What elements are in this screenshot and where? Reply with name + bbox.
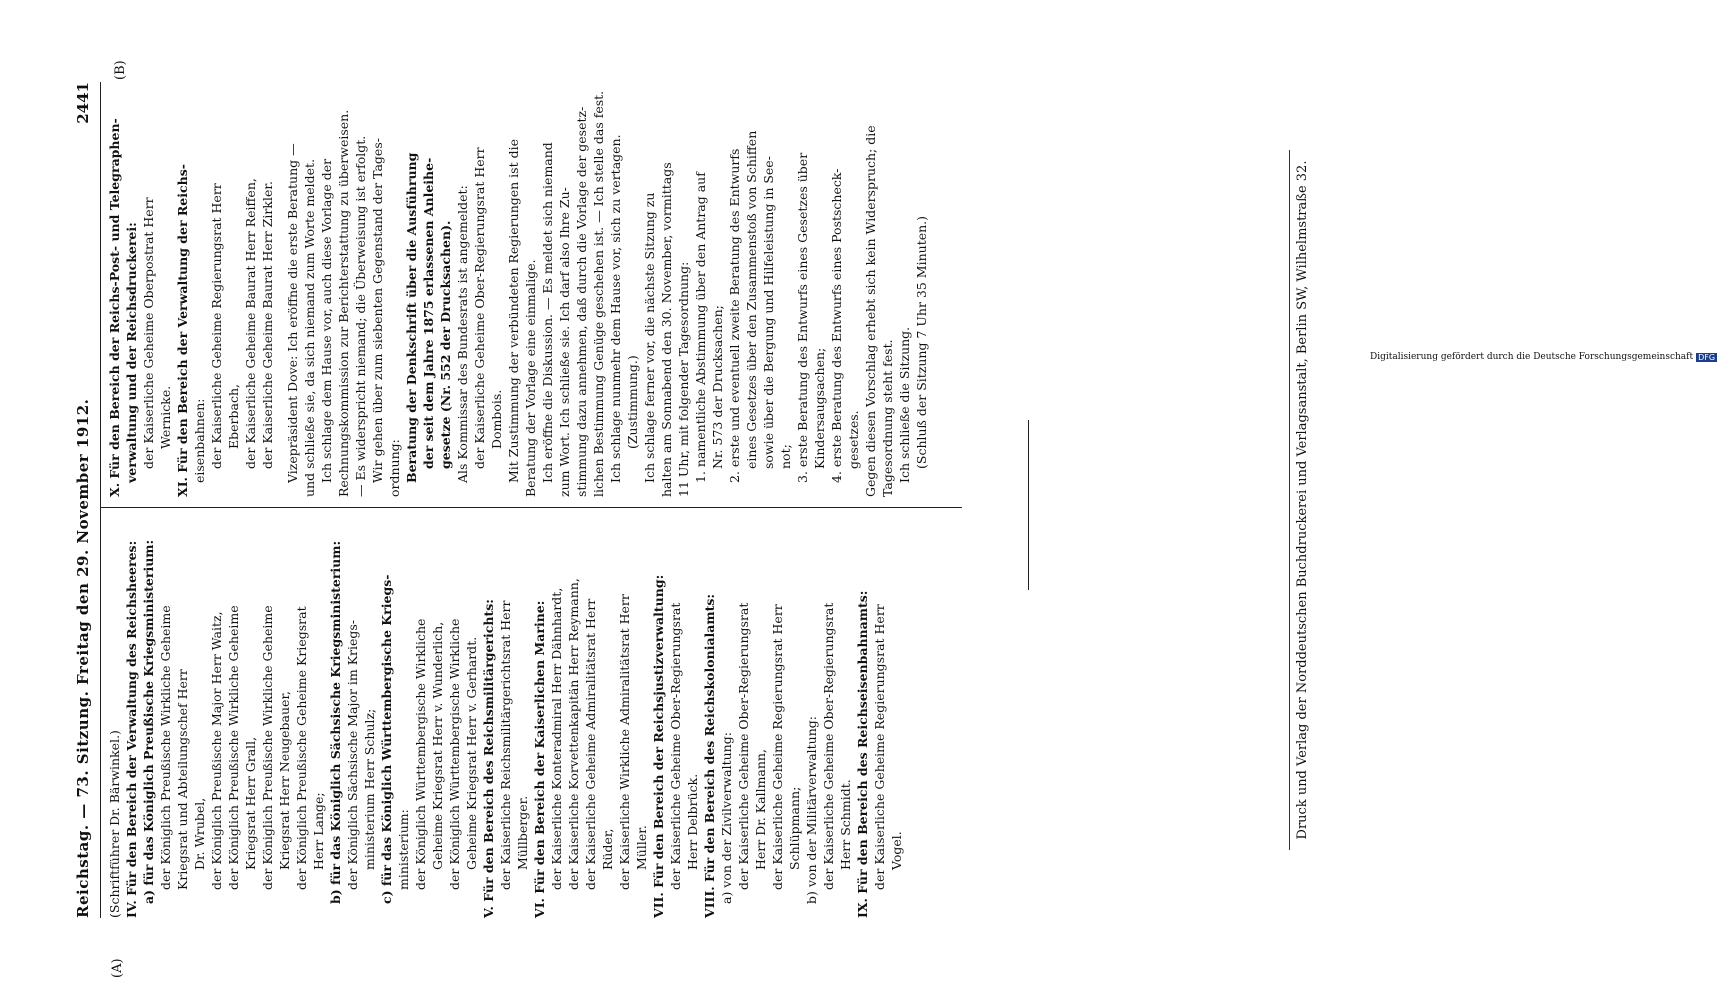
printer-footer: Druck und Verlag der Norddeutschen Buchdruckerei und Verlagsanstalt, Berlin SW, Wilhelmstraße 32.	[1295, 160, 1310, 840]
right-column-line: (Schluß der Sitzung 7 Uhr 35 Minuten.)	[914, 215, 929, 469]
right-column-line: 3. erste Beratung des Entwurfs eines Gesetzes über	[795, 152, 810, 483]
left-column-line: a) für das Königlich Preußische Kriegsministerium:	[141, 539, 156, 904]
right-column-line: Beratung der Vorlage eine einmalige.	[523, 259, 538, 497]
right-column-line: Beratung der Denkschrift über die Ausführung	[404, 152, 419, 483]
right-column-line: Vizepräsident Dove: Ich eröffne die erste Beratung —	[285, 143, 300, 483]
right-column-line: Nr. 573 der Drucksachen;	[710, 305, 725, 469]
left-column-line: der Kaiserliche Geheime Admiralitätsrat Herr	[583, 598, 598, 890]
right-column-line: XI. Für den Bereich der Verwaltung der Reichs-	[175, 164, 190, 497]
margin-mark-b: (B)	[113, 60, 128, 80]
right-column-line: X. Für den Bereich der Reichs-Post- und Telegraphen-	[107, 118, 122, 497]
credit-text: Digitalisierung gefördert durch die Deutsche Forschungsgemeinschaft	[1370, 352, 1694, 362]
left-column-line: der Kaiserliche Geheime Regierungsrat Herr	[872, 604, 887, 890]
digitization-credit	[1370, 352, 1717, 362]
right-column-line: Mit Zustimmung der verbündeten Regierungen ist die	[506, 139, 521, 483]
left-column-line: Herr Dr. Kallmann,	[753, 749, 768, 870]
right-column-line: Als Kommissar des Bundesrats ist angemeldet:	[455, 185, 470, 483]
right-column-line: 2. erste und eventuell zweite Beratung des Entwurfs	[727, 148, 742, 483]
left-column-line: der Kaiserliche Korvettenkapitän Herr Reymann,	[566, 578, 581, 890]
left-column-line: der Kaiserliche Geheime Ober-Regierungsrat	[668, 602, 683, 890]
left-column-line: Vogel.	[889, 831, 904, 870]
right-column-line: Dombois.	[489, 389, 504, 449]
left-column-line: Geheime Kriegsrat Herr v. Gerhardt.	[464, 636, 479, 870]
dfg-logo: DFG	[1698, 352, 1716, 362]
right-column-line: (Zustimmung.)	[625, 355, 640, 449]
footer-divider	[1289, 150, 1290, 850]
left-column-line: der Königlich Preußische Geheime Kriegsrat	[294, 606, 309, 890]
left-column-line: b) von der Militärverwaltung:	[804, 716, 819, 904]
right-column-line: stimmung dazu annehmen, daß durch die Vorlage der gesetz-	[574, 106, 589, 497]
left-column-line: b) für das Königlich Sächsische Kriegsministerium:	[328, 540, 343, 904]
right-column-line: Wernicke.	[158, 385, 173, 449]
right-column-line: 11 Uhr, mit folgender Tagesordnung:	[676, 261, 691, 497]
left-column-line: V. Für den Bereich des Reichsmilitärgerichts:	[481, 599, 496, 918]
left-column-line: der Königlich Preußische Wirkliche Geheime	[158, 605, 173, 890]
right-column-line: der Kaiserliche Geheime Baurat Herr Zirkler.	[260, 181, 275, 469]
left-column-line: c) für das Königlich Württembergische Kriegs-	[379, 574, 394, 904]
left-column-line: Schlüpmann;	[787, 786, 802, 870]
left-column-line: der Königlich Sächsische Major im Kriegs-	[345, 619, 360, 890]
left-column-line: IV. Für den Bereich der Verwaltung des Reichsheeres:	[124, 540, 139, 918]
left-column-line: Müller.	[634, 825, 649, 870]
left-column-line: Rüder,	[600, 828, 615, 870]
left-column-line: ministerium:	[396, 809, 411, 890]
right-column-line: gesetze (Nr. 552 der Drucksachen).	[438, 220, 453, 469]
left-column-line: Kriegsrat Herr Grall,	[243, 736, 258, 870]
end-rule	[1028, 420, 1029, 590]
right-column-line: sowie über die Bergung und Hilfeleistung in See-	[761, 156, 776, 469]
left-column-line: der Königlich Preußische Major Herr Waitz,	[209, 611, 224, 890]
right-column-line: lichen Bestimmung Genüge geschehen ist. — Ich stelle das fest.	[591, 90, 606, 497]
left-column-line: Müllberger.	[515, 795, 530, 870]
right-column-line: — Es widerspricht niemand; die Überweisung ist erfolgt.	[353, 135, 368, 497]
right-column-line: Ich schlage nunmehr dem Hause vor, sich zu vertagen.	[608, 134, 623, 483]
right-column-line: der Kaiserliche Geheime Baurat Herr Reiffen,	[243, 178, 258, 469]
right-column-line: ordnung:	[387, 439, 402, 497]
right-column-line: Kindersaugsachen;	[812, 347, 827, 469]
right-column-line: und schließe sie, da sich niemand zum Worte meldet.	[302, 158, 317, 497]
header-title: Reichstag. — 73. Sitzung. Freitag den 29. November 1912.	[74, 398, 92, 918]
left-column-line: der Kaiserliche Wirkliche Admiralitätsrat Herr	[617, 594, 632, 890]
right-column-line: Eberbach,	[226, 384, 241, 449]
left-column-line: der Königlich Preußische Wirkliche Geheime	[260, 605, 275, 890]
right-column-line: Rechnungskommission zur Berichterstattung zu überweisen.	[336, 109, 351, 497]
right-column-line: der Kaiserliche Geheime Regierungsrat Herr	[209, 183, 224, 469]
left-column-line: der Kaiserliche Geheime Ober-Regierungsrat	[736, 602, 751, 890]
left-column-line: a) von der Zivilverwaltung:	[719, 732, 734, 904]
left-column-line: Herr Schmidt.	[838, 779, 853, 870]
left-column-line: VII. Für den Bereich der Reichsjustizverwaltung:	[651, 574, 666, 918]
right-column-line: Ich schlage ferner vor, die nächste Sitzung zu	[642, 192, 657, 483]
left-column-line: der Königlich Preußische Wirkliche Geheime	[226, 605, 241, 890]
left-column-line: VIII. Für den Bereich des Reichskolonialamts:	[702, 593, 717, 918]
page-header	[70, 82, 101, 918]
left-column-line: Kriegsrat und Abteilungschef Herr	[175, 669, 190, 890]
left-column-line: Herr Delbrück.	[685, 773, 700, 870]
right-column-line: eisenbahnen:	[192, 398, 207, 483]
right-column-line	[276, 85, 284, 497]
left-column-line: Geheime Kriegsrat Herr v. Wunderlich,	[430, 621, 445, 870]
left-column-line: VI. Für den Bereich der Kaiserlichen Marine:	[532, 600, 547, 918]
left-column-line: Herr Lange;	[311, 792, 326, 870]
right-column-line: verwaltung und der Reichsdruckerei:	[124, 222, 139, 483]
right-column-line: 1. namentliche Abstimmung über den Antrag auf	[693, 172, 708, 483]
right-column-line: der seit dem Jahre 1875 erlassenen Anleihe-	[421, 157, 436, 469]
left-column-line: ministerium Herr Schulz;	[362, 708, 377, 870]
right-column-line: Gegen diesen Vorschlag erhebt sich kein Widerspruch; die	[863, 125, 878, 497]
left-column-line: Dr. Wrubel,	[192, 797, 207, 870]
right-column-line: Wir gehen über zum siebenten Gegenstand der Tages-	[370, 138, 385, 483]
right-column	[106, 85, 930, 497]
right-column-line: der Kaiserliche Geheime Ober-Regierungsrat Herr	[472, 147, 487, 469]
left-column-line: Kriegsrat Herr Neugebauer,	[277, 690, 292, 870]
left-column-line: (Schriftführer Dr. Bärwinkel.)	[107, 730, 122, 918]
left-column-line: der Königlich Württembergische Wirkliche	[447, 618, 462, 890]
left-column-line: IX. Für den Bereich des Reichseisenbahnamts:	[855, 590, 870, 918]
right-column-line: 4. erste Beratung des Entwurfs eines Postscheck-	[829, 168, 844, 483]
left-column-line: der Kaiserliche Geheime Regierungsrat Herr	[770, 604, 785, 890]
column-divider	[100, 507, 962, 508]
page-number: 2441	[74, 82, 92, 124]
left-column-line: der Kaiserliche Reichsmilitärgerichtsrat Herr	[498, 600, 513, 890]
right-column-line: der Kaiserliche Geheime Oberpostrat Herr	[141, 197, 156, 469]
left-column-line: der Kaiserliche Konteradmiral Herr Dähnhardt,	[549, 587, 564, 890]
left-column	[106, 518, 905, 918]
right-column-line: gesetzes.	[846, 410, 861, 469]
right-column-line: Ich schließe die Sitzung.	[897, 326, 912, 483]
margin-mark-a: (A)	[110, 958, 125, 978]
right-column-line: zum Wort. Ich schließe sie. Ich darf also Ihre Zu-	[557, 187, 572, 497]
right-column-line: Ich schlage dem Hause vor, auch diese Vorlage der	[319, 158, 334, 483]
right-column-line: Tagesordnung steht fest.	[880, 339, 895, 497]
left-column-line: der Königlich Württembergische Wirkliche	[413, 618, 428, 890]
right-column-line: eines Gesetzes über den Zusammenstoß von Schiffen	[744, 130, 759, 469]
right-column-line: Ich eröffne die Diskussion. — Es meldet sich niemand	[540, 142, 555, 483]
right-column-line: halten am Sonnabend den 30. November, vormittags	[659, 162, 674, 497]
right-column-line: not;	[778, 444, 793, 469]
left-column-line: der Kaiserliche Geheime Ober-Regierungsrat	[821, 602, 836, 890]
